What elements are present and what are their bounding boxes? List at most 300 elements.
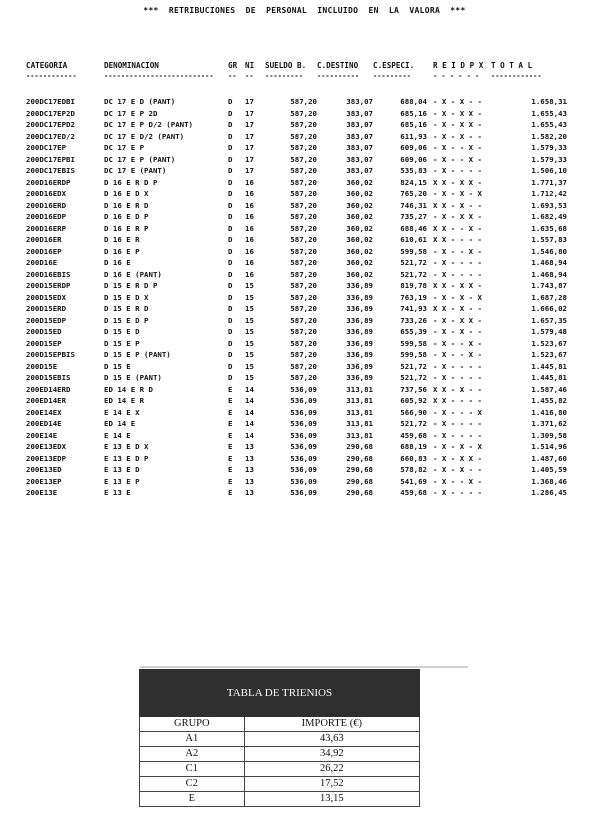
cell-flags: - X - X - - bbox=[433, 327, 482, 336]
cell-ni: 15 bbox=[245, 304, 254, 313]
cell-especifico: 521,72 bbox=[400, 361, 427, 371]
cell-destino: 336,89 bbox=[346, 373, 373, 382]
cell-ni: 16 bbox=[245, 189, 254, 198]
cell-flags: - X - - X - bbox=[433, 246, 482, 256]
cell-categoria: 200DC17EP2D bbox=[26, 108, 75, 118]
cell-ni: 15 bbox=[245, 327, 254, 336]
cell-especifico: 741,93 bbox=[400, 304, 427, 313]
cell-total: 1.523,67 bbox=[531, 350, 567, 359]
cell-destino: 360,02 bbox=[346, 177, 373, 187]
cell-denominacion: DC 17 E D/2 (PANT) bbox=[104, 131, 185, 141]
cell-flags: - X - X - - bbox=[433, 131, 482, 141]
cell-especifico: 685,16 bbox=[400, 120, 427, 129]
table-row bbox=[26, 361, 567, 373]
cell-sueldo: 536,09 bbox=[290, 419, 317, 428]
cell-ni: 15 bbox=[245, 292, 254, 302]
cell-ni: 17 bbox=[245, 97, 254, 106]
cell-categoria: 200ED14ER bbox=[26, 396, 67, 405]
cell-flags: X X - - X - bbox=[433, 223, 482, 233]
table-row bbox=[26, 349, 567, 361]
report-title: *** RETRIBUCIONES DE PERSONAL INCLUIDO EN LA VALORA *** bbox=[143, 6, 466, 15]
cell-especifico: 685,16 bbox=[400, 108, 427, 118]
cell-total: 1.712,42 bbox=[531, 189, 567, 198]
trienios-cell-importe: 43,63 bbox=[244, 732, 419, 747]
cell-destino: 383,07 bbox=[346, 166, 373, 175]
cell-categoria: 200DC17ED/2 bbox=[26, 131, 75, 141]
cell-flags: X X - X - - bbox=[433, 304, 482, 313]
cell-destino: 313,81 bbox=[346, 407, 373, 417]
cell-total: 1.587,46 bbox=[531, 384, 567, 394]
cell-sueldo: 587,20 bbox=[290, 373, 317, 382]
cell-sueldo: 536,09 bbox=[290, 384, 317, 394]
cell-especifico: 599,58 bbox=[400, 338, 427, 348]
cell-total: 1.368,46 bbox=[531, 476, 567, 486]
cell-denominacion: DC 17 E D (PANT) bbox=[104, 97, 176, 106]
cell-ni: 17 bbox=[245, 108, 254, 118]
cell-ni: 17 bbox=[245, 120, 254, 129]
cell-categoria: 200DC17EDBI bbox=[26, 97, 75, 106]
col-header-ni: NI bbox=[245, 61, 255, 71]
cell-destino: 313,81 bbox=[346, 430, 373, 440]
cell-especifico: 521,72 bbox=[400, 258, 427, 267]
cell-denominacion: D 16 E R D P bbox=[104, 177, 158, 187]
cell-total: 1.405,59 bbox=[531, 465, 567, 474]
table-row bbox=[26, 269, 567, 281]
cell-flags: - X - - X - bbox=[433, 154, 482, 164]
cell-gr: E bbox=[228, 419, 233, 428]
cell-ni: 16 bbox=[245, 200, 254, 210]
cell-sueldo: 587,20 bbox=[290, 177, 317, 187]
cell-gr: D bbox=[228, 223, 233, 233]
cell-destino: 313,81 bbox=[346, 384, 373, 394]
trienios-cell-grupo: A2 bbox=[140, 747, 245, 762]
cell-total: 1.655,43 bbox=[531, 120, 567, 129]
cell-sueldo: 587,20 bbox=[290, 235, 317, 244]
cell-denominacion: DC 17 E P bbox=[104, 143, 145, 152]
cell-especifico: 733,26 bbox=[400, 315, 427, 325]
cell-total: 1.666,02 bbox=[531, 304, 567, 313]
cell-flags: X X - X X - bbox=[433, 281, 482, 290]
trienios-header-row bbox=[140, 717, 420, 732]
cell-sueldo: 536,09 bbox=[290, 396, 317, 405]
trienios-title: TABLA DE TRIENIOS bbox=[140, 670, 420, 717]
cell-total: 1.546,80 bbox=[531, 246, 567, 256]
column-header-row bbox=[26, 60, 567, 72]
cell-destino: 336,89 bbox=[346, 350, 373, 359]
cell-categoria: 200ED14E bbox=[26, 419, 62, 428]
cell-sueldo: 587,20 bbox=[290, 212, 317, 221]
cell-denominacion: D 16 E (PANT) bbox=[104, 269, 162, 279]
cell-total: 1.771,37 bbox=[531, 177, 567, 187]
cell-flags: - X - X X - bbox=[433, 212, 482, 221]
cell-gr: D bbox=[228, 373, 233, 382]
cell-flags: X X - - - - bbox=[433, 396, 482, 405]
cell-total: 1.487,60 bbox=[531, 453, 567, 463]
cell-ni: 15 bbox=[245, 373, 254, 382]
cell-flags: X X - - - - bbox=[433, 235, 482, 244]
cell-sueldo: 587,20 bbox=[290, 97, 317, 106]
col-header-especifico: C.ESPECI. bbox=[373, 61, 415, 71]
table-row bbox=[26, 338, 567, 350]
cell-gr: D bbox=[228, 212, 233, 221]
table-row bbox=[26, 165, 567, 177]
cell-destino: 360,02 bbox=[346, 258, 373, 267]
cell-gr: D bbox=[228, 131, 233, 141]
trienios-row bbox=[140, 777, 420, 792]
cell-gr: E bbox=[228, 488, 233, 497]
cell-ni: 13 bbox=[245, 488, 254, 497]
cell-denominacion: D 15 E R D bbox=[104, 304, 149, 313]
table-row bbox=[26, 200, 567, 212]
cell-gr: D bbox=[228, 258, 233, 267]
cell-flags: - X - - - - bbox=[433, 166, 482, 175]
cell-destino: 383,07 bbox=[346, 143, 373, 152]
table-row bbox=[26, 464, 567, 476]
cell-ni: 15 bbox=[245, 350, 254, 359]
cell-sueldo: 536,09 bbox=[290, 430, 317, 440]
cell-flags: - X - - X - bbox=[433, 476, 482, 486]
cell-sueldo: 587,20 bbox=[290, 246, 317, 256]
dash-separator: -- bbox=[228, 72, 237, 80]
cell-destino: 336,89 bbox=[346, 281, 373, 290]
cell-total: 1.582,20 bbox=[531, 131, 567, 141]
cell-categoria: 200D16EBIS bbox=[26, 269, 71, 279]
cell-total: 1.557,83 bbox=[531, 235, 567, 244]
cell-categoria: 200D15ED bbox=[26, 327, 62, 336]
dash-separator: -- bbox=[245, 72, 254, 80]
cell-sueldo: 587,20 bbox=[290, 108, 317, 118]
cell-ni: 13 bbox=[245, 476, 254, 486]
table-row bbox=[26, 315, 567, 327]
cell-denominacion: E 13 E P bbox=[104, 476, 140, 486]
cell-flags: - X - X - - bbox=[433, 97, 482, 106]
cell-especifico: 737,56 bbox=[400, 384, 427, 394]
cell-total: 1.579,33 bbox=[531, 154, 567, 164]
cell-destino: 360,02 bbox=[346, 189, 373, 198]
cell-flags: - X - - - - bbox=[433, 269, 482, 279]
cell-ni: 13 bbox=[245, 465, 254, 474]
cell-ni: 14 bbox=[245, 419, 254, 428]
cell-sueldo: 536,09 bbox=[290, 453, 317, 463]
cell-destino: 383,07 bbox=[346, 120, 373, 129]
table-row bbox=[26, 223, 567, 235]
col-header-total: T O T A L bbox=[491, 61, 533, 71]
cell-gr: D bbox=[228, 246, 233, 256]
cell-denominacion: ED 14 E R D bbox=[104, 384, 153, 394]
cell-total: 1.687,28 bbox=[531, 292, 567, 302]
cell-categoria: 200D16ERDP bbox=[26, 177, 71, 187]
cell-gr: D bbox=[228, 154, 233, 164]
col-header-flags: R E I D P X bbox=[433, 61, 484, 71]
cell-categoria: 200D16EDP bbox=[26, 212, 67, 221]
table-row bbox=[26, 108, 567, 120]
cell-especifico: 459,68 bbox=[400, 430, 427, 440]
trienios-col-grupo: GRUPO bbox=[140, 717, 245, 732]
cell-categoria: 200D16EDX bbox=[26, 189, 67, 198]
cell-especifico: 765,20 bbox=[400, 189, 427, 198]
col-header-sueldo: SUELDO B. bbox=[265, 61, 307, 71]
trienios-cell-grupo: C2 bbox=[140, 777, 245, 792]
cell-especifico: 599,58 bbox=[400, 350, 427, 359]
dash-separator: -------------------------- bbox=[104, 72, 214, 80]
cell-flags: - X - - X - bbox=[433, 143, 482, 152]
cell-gr: D bbox=[228, 143, 233, 152]
cell-flags: X X - X - - bbox=[433, 384, 482, 394]
table-row bbox=[26, 303, 567, 315]
table-row bbox=[26, 430, 567, 442]
table-row bbox=[26, 119, 567, 131]
cell-categoria: 200E14EX bbox=[26, 407, 62, 417]
cell-categoria: 200D16ER bbox=[26, 235, 62, 244]
cell-gr: D bbox=[228, 292, 233, 302]
cell-gr: E bbox=[228, 384, 233, 394]
cell-flags: - X - X X - bbox=[433, 108, 482, 118]
cell-destino: 360,02 bbox=[346, 223, 373, 233]
cell-flags: - X - - X - bbox=[433, 338, 482, 348]
trienios-row bbox=[140, 762, 420, 777]
cell-sueldo: 587,20 bbox=[290, 223, 317, 233]
cell-especifico: 605,92 bbox=[400, 396, 427, 405]
cell-gr: E bbox=[228, 396, 233, 405]
table-row bbox=[26, 211, 567, 223]
cell-destino: 336,89 bbox=[346, 361, 373, 371]
cell-denominacion: D 15 E bbox=[104, 361, 131, 371]
cell-flags: - X - X - X bbox=[433, 189, 482, 198]
cell-total: 1.468,94 bbox=[531, 258, 567, 267]
cell-denominacion: D 15 E R D P bbox=[104, 281, 158, 290]
cell-ni: 17 bbox=[245, 131, 254, 141]
cell-categoria: 200ED14ERD bbox=[26, 384, 71, 394]
cell-flags: - X - - X - bbox=[433, 350, 482, 359]
cell-ni: 14 bbox=[245, 384, 254, 394]
dash-separator: - - - - - - bbox=[433, 72, 480, 80]
cell-gr: D bbox=[228, 97, 233, 106]
dash-separator: ------------ bbox=[26, 72, 77, 80]
cell-ni: 16 bbox=[245, 177, 254, 187]
cell-denominacion: D 16 E R D bbox=[104, 200, 149, 210]
cell-gr: D bbox=[228, 338, 233, 348]
cell-denominacion: D 15 E D P bbox=[104, 315, 149, 325]
cell-categoria: 200E14E bbox=[26, 430, 58, 440]
table-row bbox=[26, 234, 567, 246]
cell-especifico: 609,06 bbox=[400, 143, 427, 152]
cell-especifico: 521,72 bbox=[400, 419, 427, 428]
cell-especifico: 535,83 bbox=[400, 166, 427, 175]
cell-gr: E bbox=[228, 465, 233, 474]
cell-destino: 290,68 bbox=[346, 476, 373, 486]
cell-gr: D bbox=[228, 108, 233, 118]
cell-gr: D bbox=[228, 304, 233, 313]
trienios-table bbox=[139, 669, 420, 807]
cell-especifico: 688,04 bbox=[400, 97, 427, 106]
trienios-row bbox=[140, 792, 420, 807]
dash-separator: ------------ bbox=[491, 72, 542, 80]
table-row bbox=[26, 476, 567, 488]
cell-especifico: 611,93 bbox=[400, 131, 427, 141]
cell-sueldo: 587,20 bbox=[290, 189, 317, 198]
cell-especifico: 578,82 bbox=[400, 465, 427, 474]
cell-gr: D bbox=[228, 350, 233, 359]
cell-sueldo: 536,09 bbox=[290, 476, 317, 486]
cell-categoria: 200D16ERP bbox=[26, 223, 67, 233]
cell-gr: E bbox=[228, 476, 233, 486]
cell-categoria: 200DC17EPD2 bbox=[26, 120, 75, 129]
table-row bbox=[26, 154, 567, 166]
trienios-cell-importe: 17,52 bbox=[244, 777, 419, 792]
cell-destino: 290,68 bbox=[346, 488, 373, 497]
cell-sueldo: 536,09 bbox=[290, 465, 317, 474]
cell-categoria: 200D15ERD bbox=[26, 304, 67, 313]
cell-especifico: 819,78 bbox=[400, 281, 427, 290]
cell-destino: 336,89 bbox=[346, 304, 373, 313]
cell-total: 1.682,49 bbox=[531, 212, 567, 221]
table-row bbox=[26, 418, 567, 430]
retribuciones-table bbox=[26, 60, 567, 499]
cell-especifico: 763,19 bbox=[400, 292, 427, 302]
cell-categoria: 200E13EDX bbox=[26, 442, 67, 451]
cell-ni: 14 bbox=[245, 396, 254, 405]
cell-sueldo: 587,20 bbox=[290, 315, 317, 325]
cell-flags: - X - X X - bbox=[433, 120, 482, 129]
cell-denominacion: D 15 E P (PANT) bbox=[104, 350, 171, 359]
cell-destino: 360,02 bbox=[346, 246, 373, 256]
cell-total: 1.693,53 bbox=[531, 200, 567, 210]
cell-categoria: 200D15EDP bbox=[26, 315, 67, 325]
cell-destino: 336,89 bbox=[346, 292, 373, 302]
cell-sueldo: 587,20 bbox=[290, 200, 317, 210]
cell-sueldo: 587,20 bbox=[290, 269, 317, 279]
cell-especifico: 735,27 bbox=[400, 212, 427, 221]
cell-flags: - X - - - - bbox=[433, 361, 482, 371]
trienios-cell-grupo: A1 bbox=[140, 732, 245, 747]
cell-sueldo: 587,20 bbox=[290, 304, 317, 313]
trienios-cell-importe: 13,15 bbox=[244, 792, 419, 807]
cell-ni: 16 bbox=[245, 269, 254, 279]
cell-sueldo: 587,20 bbox=[290, 258, 317, 267]
cell-sueldo: 587,20 bbox=[290, 143, 317, 152]
cell-total: 1.445,81 bbox=[531, 373, 567, 382]
table-row bbox=[26, 131, 567, 143]
cell-total: 1.309,58 bbox=[531, 430, 567, 440]
cell-flags: - X - - - - bbox=[433, 488, 482, 497]
cell-destino: 336,89 bbox=[346, 327, 373, 336]
table-row bbox=[26, 487, 567, 499]
dash-separator: --------- bbox=[373, 72, 411, 80]
dash-separator-row bbox=[26, 72, 567, 80]
cell-destino: 313,81 bbox=[346, 419, 373, 428]
cell-especifico: 521,72 bbox=[400, 269, 427, 279]
cell-especifico: 541,69 bbox=[400, 476, 427, 486]
cell-ni: 13 bbox=[245, 453, 254, 463]
dash-separator: ---------- bbox=[317, 72, 360, 80]
cell-especifico: 566,90 bbox=[400, 407, 427, 417]
cell-especifico: 459,68 bbox=[400, 488, 427, 497]
cell-sueldo: 587,20 bbox=[290, 350, 317, 359]
cell-sueldo: 587,20 bbox=[290, 120, 317, 129]
cell-categoria: 200D15ERDP bbox=[26, 281, 71, 290]
cell-denominacion: DC 17 E P D/2 (PANT) bbox=[104, 120, 193, 129]
cell-denominacion: D 15 E (PANT) bbox=[104, 373, 162, 382]
cell-categoria: 200E13EDP bbox=[26, 453, 67, 463]
cell-gr: D bbox=[228, 281, 233, 290]
cell-categoria: 200D15EPBIS bbox=[26, 350, 75, 359]
cell-especifico: 599,58 bbox=[400, 246, 427, 256]
trienios-row bbox=[140, 732, 420, 747]
cell-total: 1.523,67 bbox=[531, 338, 567, 348]
col-header-denominacion: DENOMINACION bbox=[104, 61, 159, 71]
cell-denominacion: DC 17 E P (PANT) bbox=[104, 154, 176, 164]
cell-gr: D bbox=[228, 177, 233, 187]
cell-flags: X X - X - - bbox=[433, 200, 482, 210]
cell-total: 1.579,48 bbox=[531, 327, 567, 336]
cell-ni: 16 bbox=[245, 258, 254, 267]
col-header-gr: GR bbox=[228, 61, 238, 71]
cell-gr: D bbox=[228, 189, 233, 198]
cell-denominacion: D 16 E bbox=[104, 258, 131, 267]
cell-total: 1.579,33 bbox=[531, 143, 567, 152]
cell-denominacion: DC 17 E (PANT) bbox=[104, 166, 167, 175]
cell-gr: E bbox=[228, 407, 233, 417]
cell-ni: 16 bbox=[245, 212, 254, 221]
cell-denominacion: D 15 E D X bbox=[104, 292, 149, 302]
table-row bbox=[26, 453, 567, 465]
cell-categoria: 200D15EBIS bbox=[26, 373, 71, 382]
cell-especifico: 609,06 bbox=[400, 154, 427, 164]
cell-gr: D bbox=[228, 166, 233, 175]
cell-denominacion: E 13 E D P bbox=[104, 453, 149, 463]
cell-flags: - X - X X - bbox=[433, 453, 482, 463]
cell-especifico: 746,31 bbox=[400, 200, 427, 210]
table-row bbox=[26, 395, 567, 407]
table-row bbox=[26, 177, 567, 189]
cell-ni: 16 bbox=[245, 246, 254, 256]
cell-flags: - X - X - - bbox=[433, 465, 482, 474]
cell-destino: 383,07 bbox=[346, 154, 373, 164]
cell-gr: E bbox=[228, 442, 233, 451]
cell-total: 1.445,81 bbox=[531, 361, 567, 371]
cell-gr: E bbox=[228, 430, 233, 440]
cell-destino: 360,02 bbox=[346, 212, 373, 221]
cell-destino: 313,81 bbox=[346, 396, 373, 405]
cell-denominacion: D 16 E D X bbox=[104, 189, 149, 198]
cell-sueldo: 587,20 bbox=[290, 154, 317, 164]
cell-sueldo: 587,20 bbox=[290, 166, 317, 175]
cell-flags: - X - X - X bbox=[433, 442, 482, 451]
cell-total: 1.286,45 bbox=[531, 488, 567, 497]
table-row bbox=[26, 96, 567, 108]
cell-denominacion: E 14 E X bbox=[104, 407, 140, 417]
cell-categoria: 200E13ED bbox=[26, 465, 62, 474]
cell-denominacion: D 15 E P bbox=[104, 338, 140, 348]
table-row bbox=[26, 372, 567, 384]
col-header-destino: C.DESTINO bbox=[317, 61, 359, 71]
cell-gr: D bbox=[228, 315, 233, 325]
table-row bbox=[26, 257, 567, 269]
cell-especifico: 688,46 bbox=[400, 223, 427, 233]
cell-sueldo: 587,20 bbox=[290, 361, 317, 371]
table-row bbox=[26, 292, 567, 304]
cell-sueldo: 536,09 bbox=[290, 488, 317, 497]
cell-sueldo: 536,09 bbox=[290, 442, 317, 451]
cell-total: 1.514,96 bbox=[531, 442, 567, 451]
cell-ni: 16 bbox=[245, 223, 254, 233]
cell-total: 1.635,68 bbox=[531, 223, 567, 233]
cell-destino: 336,89 bbox=[346, 338, 373, 348]
cell-ni: 17 bbox=[245, 154, 254, 164]
cell-categoria: 200D15EDX bbox=[26, 292, 67, 302]
cell-denominacion: D 16 E P bbox=[104, 246, 140, 256]
cell-destino: 360,02 bbox=[346, 235, 373, 244]
